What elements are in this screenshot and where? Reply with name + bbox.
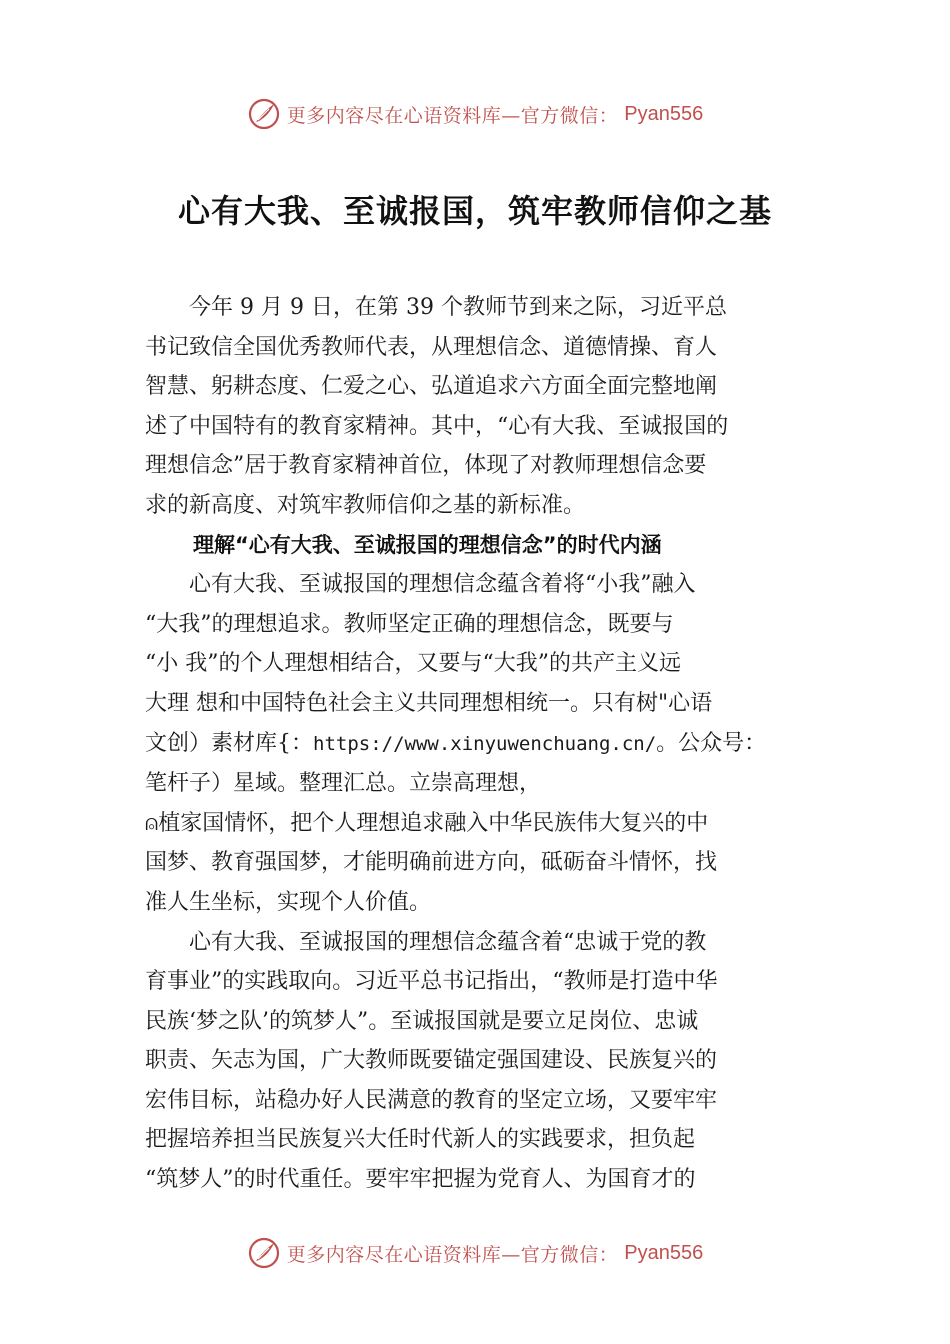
text-line: “小 我”的个人理想相结合，又要与“大我”的共产主义远 [145, 651, 681, 677]
banner-account: Pyan556 [624, 1241, 704, 1264]
website-url: https://www.xinyuwenchuang.cn/ [313, 732, 657, 755]
text-line: 心有大我、至诚报国的理想信念蕴含着“忠诚于党的教 [189, 929, 707, 955]
text-line: 大理 想和中国特色社会主义共同理想相统一。只有树"心语 [145, 690, 713, 716]
text-fragment: 。公众号： [656, 730, 767, 756]
paragraph-intro [145, 288, 825, 526]
text-line: 书记致信全国优秀教师代表，从理想信念、道德情操、育人 [145, 334, 718, 360]
article-body [145, 288, 825, 1200]
text-line: 民族‘梦之队’的筑梦人”。至诚报国就是要立足岗位、忠诚 [145, 1008, 699, 1034]
footer-banner [0, 1233, 950, 1273]
text-line: “筑梦人”的时代重任。要牢牢把握为党育人、为国育才的 [145, 1167, 696, 1193]
document-title: 心有大我、至诚报国，筑牢教师信仰之基 [177, 192, 772, 230]
text-line: “大我”的理想追求。教师坚定正确的理想信念，既要与 [145, 611, 674, 637]
text-line: 国梦、教育强国梦，才能明确前进方向，砥砺奋斗情怀，找 [145, 850, 718, 876]
banner-text: 更多内容尽在心语资料库—官方微信： [286, 1243, 619, 1266]
text-line: 准人生坐标，实现个人价值。 [145, 889, 432, 915]
text-line: 心有大我、至诚报国的理想信念蕴含着将“小我”融入 [189, 572, 696, 598]
text-fragment: 文创）素材库{： [145, 730, 313, 756]
banner-text: 更多内容尽在心语资料库—官方微信： [286, 104, 619, 127]
feather-seal-icon [247, 97, 281, 131]
banner-account: Pyan556 [624, 102, 704, 125]
paragraph-1 [145, 565, 825, 922]
text-line: 述了中国特有的教育家精神。其中，“心有大我、至诚报国的 [145, 413, 729, 439]
text-line: 育事业”的实践取向。习近平总书记指出，“教师是打造中华 [145, 969, 718, 995]
text-line: ⍝植家国情怀，把个人理想追求融入中华民族伟大复兴的中 [145, 810, 709, 836]
text-line-url [145, 724, 825, 765]
header-banner [0, 94, 950, 134]
text-line: 宏伟目标，站稳办好人民满意的教育的坚定立场，又要牢牢 [145, 1087, 718, 1113]
text-line: 把握培养担当民族复兴大任时代新人的实践要求，担负起 [145, 1127, 696, 1153]
text-line: 求的新高度、对筑牢教师信仰之基的新标准。 [145, 492, 586, 518]
text-line: 智慧、躬耕态度、仁爱之心、弘道追求六方面全面完整地阐 [145, 374, 718, 400]
text-line: 今年 9 月 9 日，在第 39 个教师节到来之际，习近平总 [189, 295, 727, 320]
text-line: 理想信念”居于教育家精神首位，体现了对教师理想信念要 [145, 453, 707, 479]
text-line: 职责、矢志为国，广大教师既要锚定强国建设、民族复兴的 [145, 1048, 718, 1074]
text-line: 笔杆子）星域。整理汇总。立崇高理想， [145, 771, 542, 797]
feather-seal-icon [247, 1236, 281, 1270]
section-heading: 理解“心有大我、至诚报国的理想信念”的时代内涵 [193, 532, 662, 557]
paragraph-2 [145, 923, 825, 1200]
